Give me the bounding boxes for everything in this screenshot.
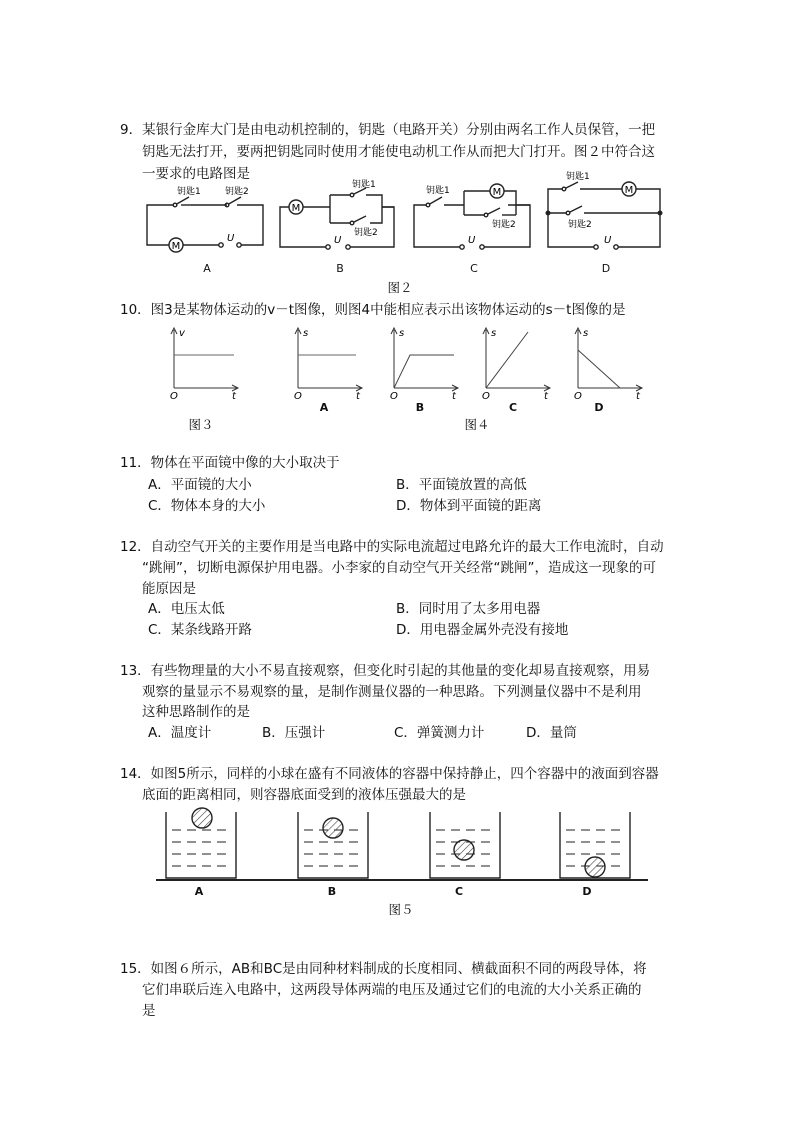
figure-5-label-c: C [454,885,464,898]
q12-line1: 12．自动空气开关的主要作用是当电路中的实际电流超过电路允许的最大工作电流时，自动 [120,539,664,555]
figure-5 [150,810,650,890]
axis-t: t [544,391,548,402]
q9-line1: 9．某银行金库大门是由电动机控制的，钥匙（电路开关）分别由两名工作人员保管，一把 [120,122,656,138]
voltage-label: U [227,233,235,244]
key2-label: 钥匙2 [492,220,516,230]
circuit-b [278,180,403,253]
q13-line2: 观察的量显示不易观察的量，是制作测量仪器的一种思路。下列测量仪器中不是利用 [142,684,642,700]
motor-symbol: M [492,187,502,198]
q12-option-a: A．电压太低 [148,601,225,617]
graph-c-label: C [508,401,518,414]
q13-option-a: A．温度计 [148,725,212,741]
axis-s: s [491,328,497,339]
key1-label: 钥匙1 [177,187,201,197]
q11-option-b: B．平面镜放置的高低 [396,477,527,493]
q13-line3: 这种思路制作的是 [142,704,250,720]
circuit-d [546,172,671,253]
axis-t: t [452,391,456,402]
axis-origin: O [482,391,490,402]
q12-option-b: B．同时用了太多用电器 [396,601,541,617]
graph-b-label: B [415,401,425,414]
q13-option-d: D．量筒 [526,725,577,741]
key1-label: 钥匙1 [426,186,450,196]
axis-t: t [356,391,360,402]
figure-2-caption: 图２ [387,280,413,295]
q10-text: 10．图3是某物体运动的v－t图像，则图4中能相应表示出该物体运动的s－t图像的是 [120,302,626,318]
axis-origin: O [574,391,582,402]
q11-stem: 11．物体在平面镜中像的大小取决于 [120,455,340,471]
circuit-a [145,183,270,253]
voltage-label: U [604,235,612,246]
q14-line1: 14．如图5所示，同样的小球在盛有不同液体的容器中保持静止，四个容器中的液面到容器 [120,766,659,782]
q15-line1: 15．如图６所示，AB和BC是由同种材料制成的长度相同、横截面积不同的两段导体，将 [120,961,647,977]
key1-label: 钥匙1 [566,172,590,182]
figure-3-caption: 图３ [188,417,214,432]
figure-5-label-d: D [582,885,592,898]
key2-label: 钥匙2 [225,187,249,197]
q12-line2: “跳闸”，切断电源保护用电器。小李家的自动空气开关经常“跳闸”，造成这一现象的可 [142,560,656,576]
graph-d-label: D [594,401,604,414]
figure-5-caption: 图５ [388,902,414,917]
q11-option-d: D．物体到平面镜的距离 [396,498,542,514]
circuit-b-label: B [336,262,344,275]
q12-line3: 能原因是 [142,581,196,597]
key2-label: 钥匙2 [568,220,592,230]
axis-s: s [583,328,589,339]
circuit-c-label: C [470,262,478,275]
axis-origin: O [170,391,178,402]
voltage-label: U [468,235,476,246]
q13-option-c: C．弹簧测力计 [394,725,485,741]
graph-b [390,324,465,402]
q12-option-d: D．用电器金属外壳没有接地 [396,622,569,638]
q15-line2: 它们串联后连入电路中，这两段导体两端的电压及通过它们的电流的大小关系正确的 [142,982,642,998]
graph-d [574,324,649,402]
axis-t: t [636,391,640,402]
figure-5-label-b: B [327,885,337,898]
motor-symbol: M [624,185,634,196]
q15-line3: 是 [142,1003,156,1019]
q14-line2: 底面的距离相同，则容器底面受到的液体压强最大的是 [142,787,466,803]
q9-line2: 钥匙无法打开，要两把钥匙同时使用才能使电动机工作从而把大门打开。图２中符合这 [142,144,655,160]
figure-4-caption: 图４ [464,417,490,432]
circuit-d-label: D [601,262,611,275]
q11-option-c: C．物体本身的大小 [148,498,266,514]
axis-s: s [303,328,309,339]
axis-t: t [232,391,236,402]
voltage-label: U [334,235,342,246]
q13-line1: 13．有些物理量的大小不易直接观察，但变化时引起的其他量的变化却易直接观察，用易 [120,663,651,679]
key1-label: 钥匙1 [352,180,376,190]
axis-v: v [179,328,185,339]
circuit-c [412,183,537,253]
axis-origin: O [390,391,398,402]
q13-option-b: B．压强计 [262,725,326,741]
axis-s: s [399,328,405,339]
q9-line3: 一要求的电路图是 [142,166,250,182]
graph-a [294,324,369,402]
q12-option-c: C．某条线路开路 [148,622,252,638]
key2-label: 钥匙2 [354,228,378,238]
figure-5-label-a: A [194,885,204,898]
graph-a-label: A [319,401,329,414]
graph-vt [170,324,245,402]
motor-symbol: M [171,241,181,252]
motor-symbol: M [291,203,301,214]
graph-c [482,324,557,402]
axis-origin: O [294,391,302,402]
q11-option-a: A．平面镜的大小 [148,477,252,493]
circuit-a-label: A [203,262,211,275]
